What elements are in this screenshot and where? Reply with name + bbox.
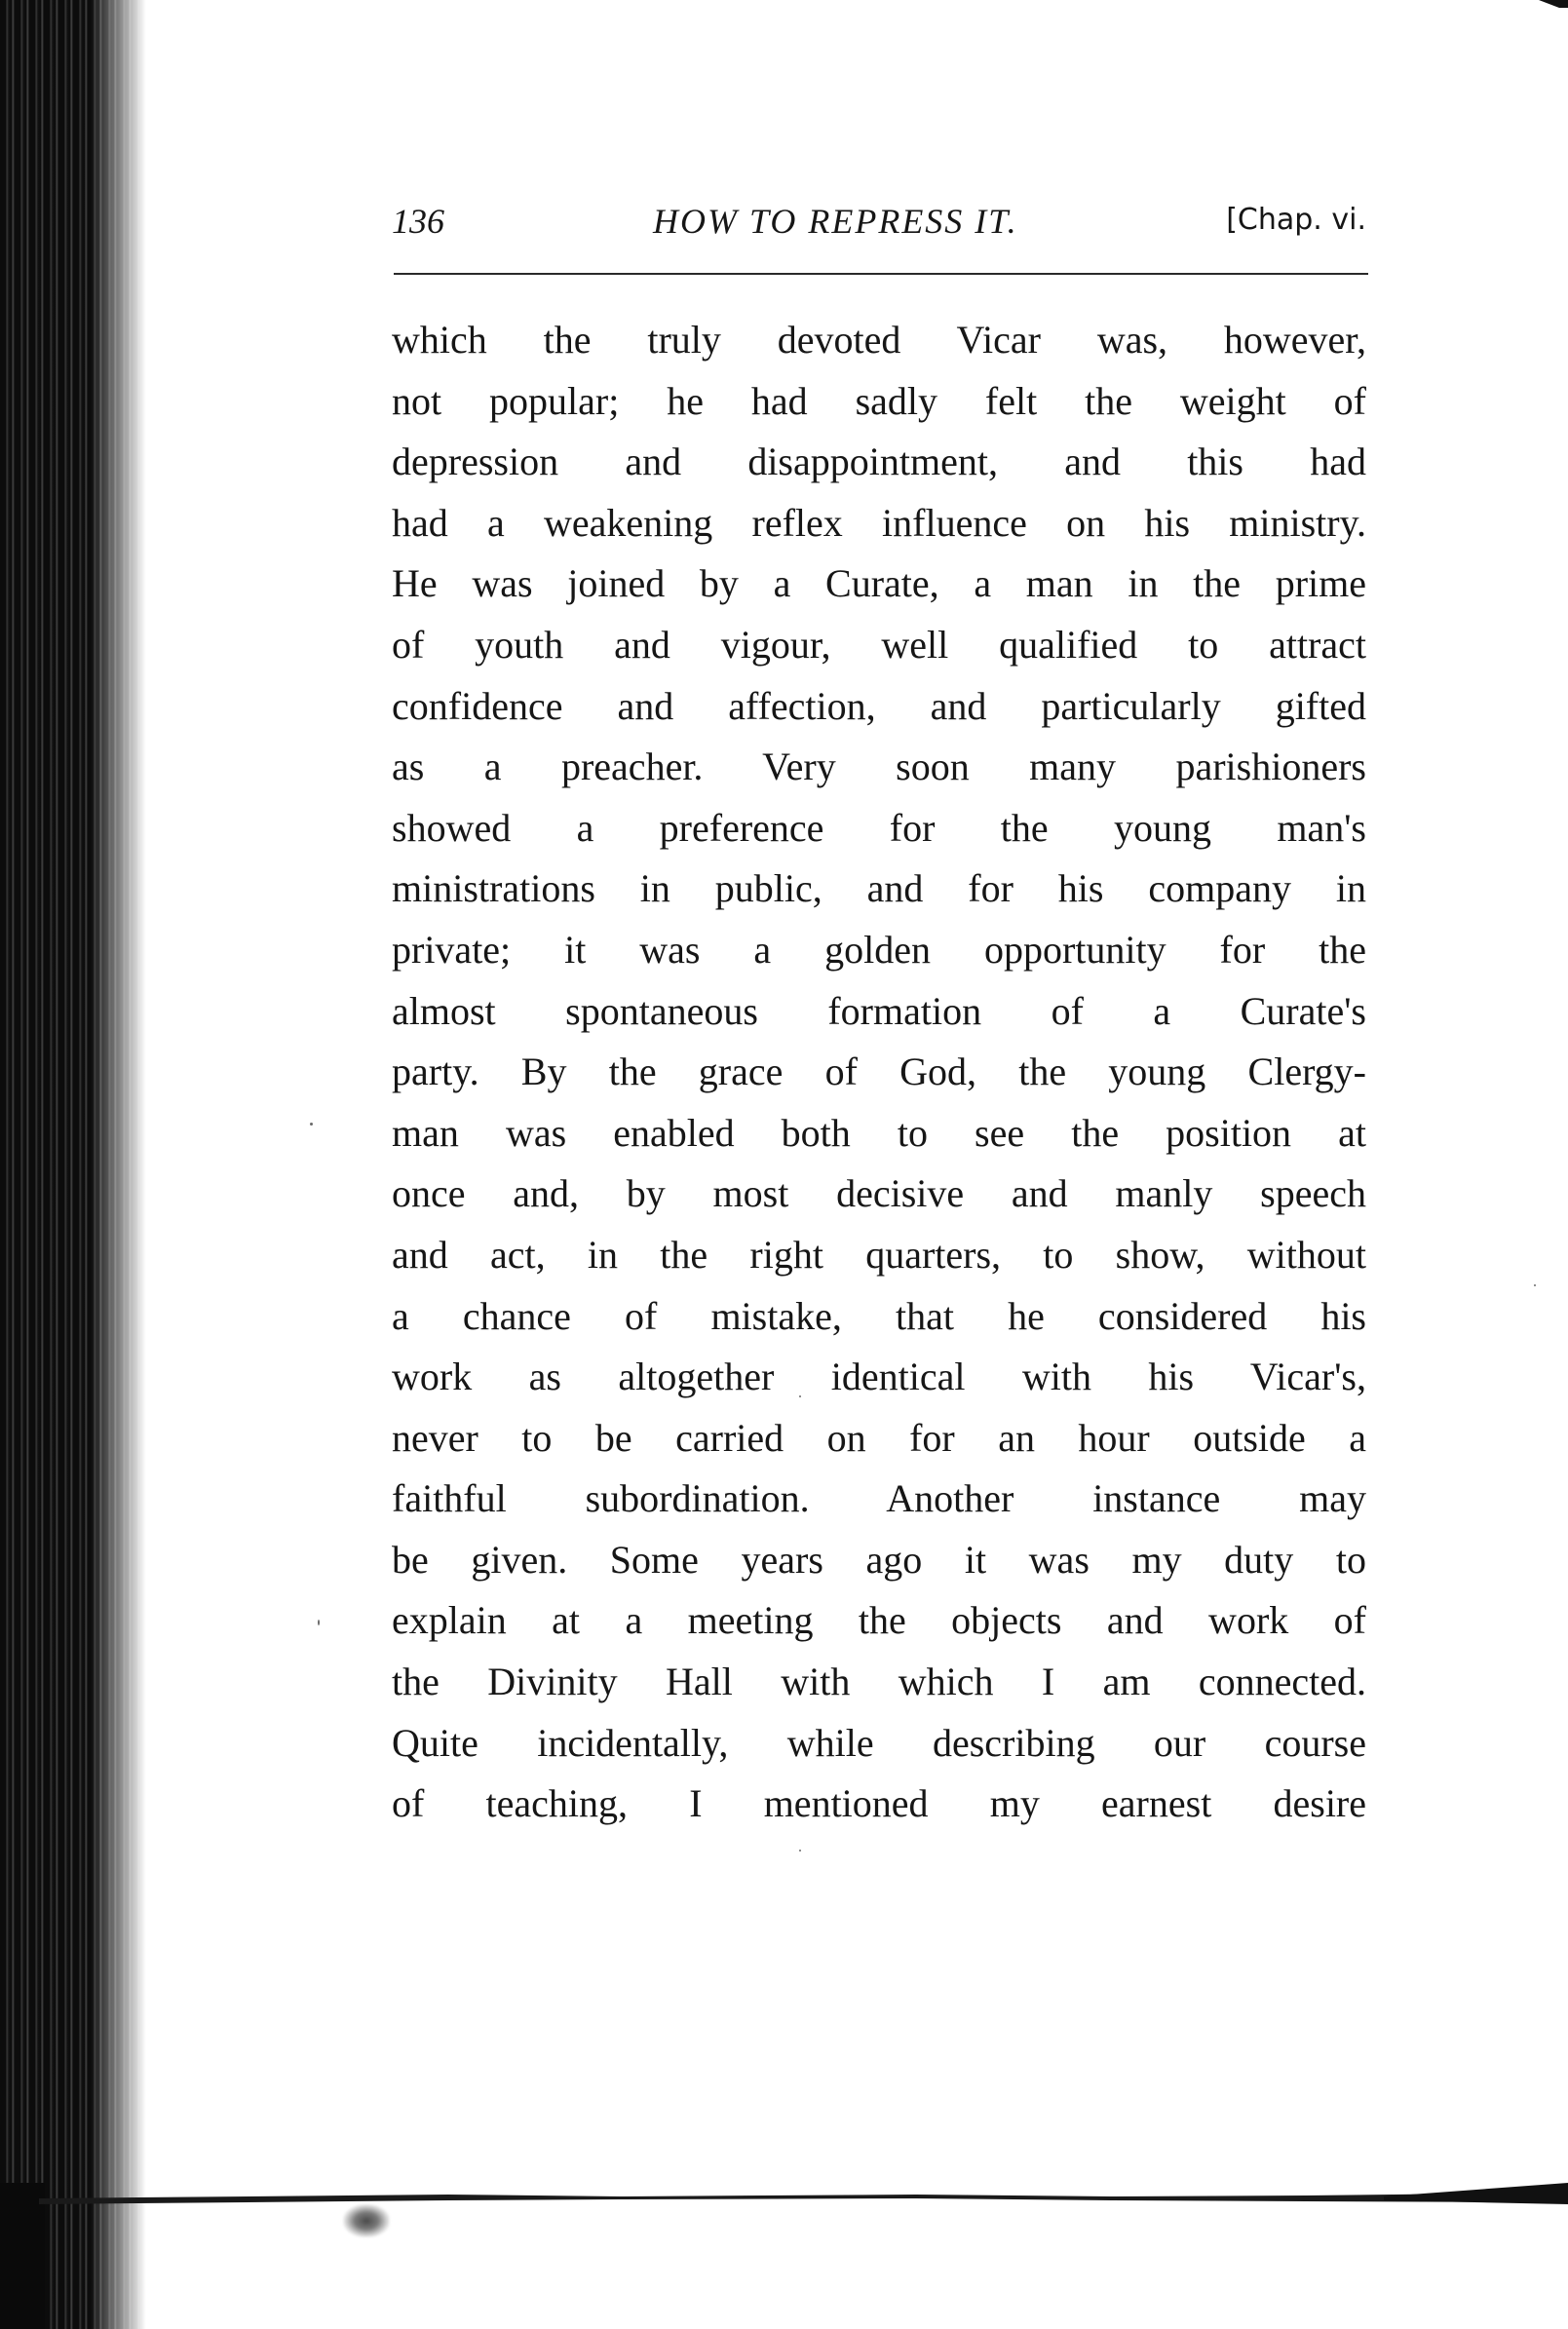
ink-smudge [343,2204,390,2237]
bottom-page-edge [39,2181,1568,2218]
paper-speck [1534,1284,1536,1286]
text-line: be given. Some years ago it was my duty to [392,1537,1366,1582]
running-title: HOW TO REPRESS IT. [653,202,1018,241]
body-text [392,310,1366,1835]
text-line: confidence and affection, and particularly gifted [392,683,1366,728]
text-line: which the truly devoted Vicar was, however, [392,318,1366,362]
text-line: faithful subordination. Another instance may [392,1476,1366,1521]
text-line: of teaching, I mentioned my earnest desire [392,1781,1366,1826]
text-line: party. By the grace of God, the young Clergy- [392,1050,1366,1094]
text-line: of youth and vigour, well qualified to attract [392,622,1366,667]
text-line: once and, by most decisive and manly speech [392,1171,1366,1216]
text-line: depression and disappointment, and this had [392,439,1366,484]
text-line: never to be carried on for an hour outside a [392,1415,1366,1460]
text-line: He was joined by a Curate, a man in the prime [392,561,1366,606]
chapter-mark: [Chap. vi. [1226,203,1366,237]
binding-gutter-shadow [0,0,146,2329]
page-number: 136 [392,202,444,241]
text-line: Quite incidentally, while describing our course [392,1720,1366,1765]
text-line: a chance of mistake, that he considered his [392,1293,1366,1338]
text-line: not popular; he had sadly felt the weight of [392,378,1366,423]
header-rule [394,273,1368,275]
text-line: private; it was a golden opportunity for the [392,927,1366,972]
bottom-edge-line [39,2193,1568,2204]
paper-speck [799,1850,801,1852]
text-line: man was enabled both to see the position at [392,1110,1366,1155]
paper-speck [310,1123,313,1126]
text-line: had a weakening reflex influence on his ministry. [392,500,1366,545]
text-line: and act, in the right quarters, to show, without [392,1232,1366,1277]
text-line: as a preacher. Very soon many parishioners [392,745,1366,789]
text-line: work as altogether identical with his Vicar's, [392,1355,1366,1399]
text-line: the Divinity Hall with which I am connected. [392,1660,1366,1704]
text-line: ministrations in public, and for his company in [392,866,1366,911]
text-line: showed a preference for the young man's [392,805,1366,850]
page-corner-mark [1539,0,1568,8]
text-line: explain at a meeting the objects and work of [392,1598,1366,1643]
text-line: almost spontaneous formation of a Curate's [392,988,1366,1033]
running-head [392,201,1366,259]
paper-speck [318,1620,320,1625]
